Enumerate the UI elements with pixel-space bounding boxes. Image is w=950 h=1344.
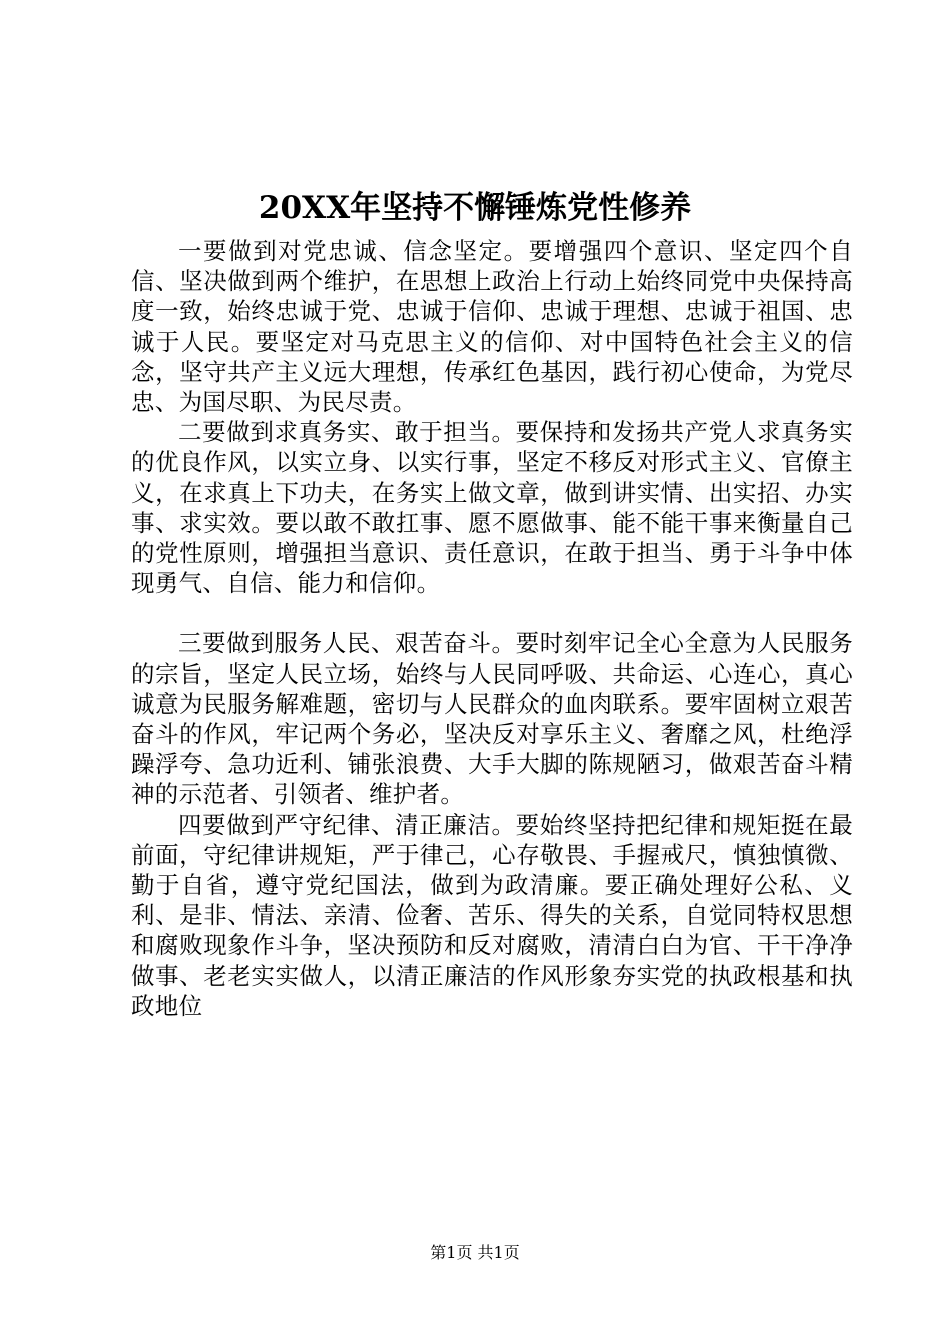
paragraph-2: 二要做到求真务实、敢于担当。要保持和发扬共产党人求真务实的优良作风，以实立身、以实行事，坚定不移反对形式主义、官僚主义，在求真上下功夫，在务实上做文章，做到讲实情、出实招、办实事、求实效。要以敢不敢扛事、愿不愿做事、能不能干事来衡量自己的党性原则，增强担当意识、责任意识，在敢于担当、勇于斗争中体现勇气、自信、能力和信仰。 (131, 418, 853, 598)
document-title: 20XX年坚持不懈锤炼党性修养 (258, 190, 692, 226)
paragraph-1: 一要做到对党忠诚、信念坚定。要增强四个意识、坚定四个自信、坚决做到两个维护，在思想上政治上行动上始终同党中央保持高度一致，始终忠诚于党、忠诚于信仰、忠诚于理想、忠诚于祖国、忠诚于人民。要坚定对马克思主义的信仰、对中国特色社会主义的信念，坚守共产主义远大理想，传承红色基因，践行初心使命，为党尽忠、为国尽职、为民尽责。 (131, 237, 853, 417)
document-body (131, 236, 853, 1021)
paragraph-4: 四要做到严守纪律、清正廉洁。要始终坚持把纪律和规矩挺在最前面，守纪律讲规矩，严于律己，心存敬畏、手握戒尺，慎独慎微、勤于自省，遵守党纪国法，做到为政清廉。要正确处理好公私、义利、是非、情法、亲清、俭奢、苦乐、得失的关系，自觉同特权思想和腐败现象作斗争，坚决预防和反对腐败，清清白白为官、干干净净做事、老老实实做人，以清正廉洁的作风形象夯实党的执政根基和执政地位 (131, 810, 853, 1020)
paragraph-3: 三要做到服务人民、艰苦奋斗。要时刻牢记全心全意为人民服务的宗旨，坚定人民立场，始终与人民同呼吸、共命运、心连心，真心诚意为民服务解难题，密切与人民群众的血肉联系。要牢固树立艰苦奋斗的作风，牢记两个务必，坚决反对享乐主义、奢靡之风，杜绝浮躁浮夸、急功近利、铺张浪费、大手大脚的陈规陋习，做艰苦奋斗精神的示范者、引领者、维护者。 (131, 629, 853, 809)
page-footer: 第1页 共1页 (430, 1243, 520, 1262)
